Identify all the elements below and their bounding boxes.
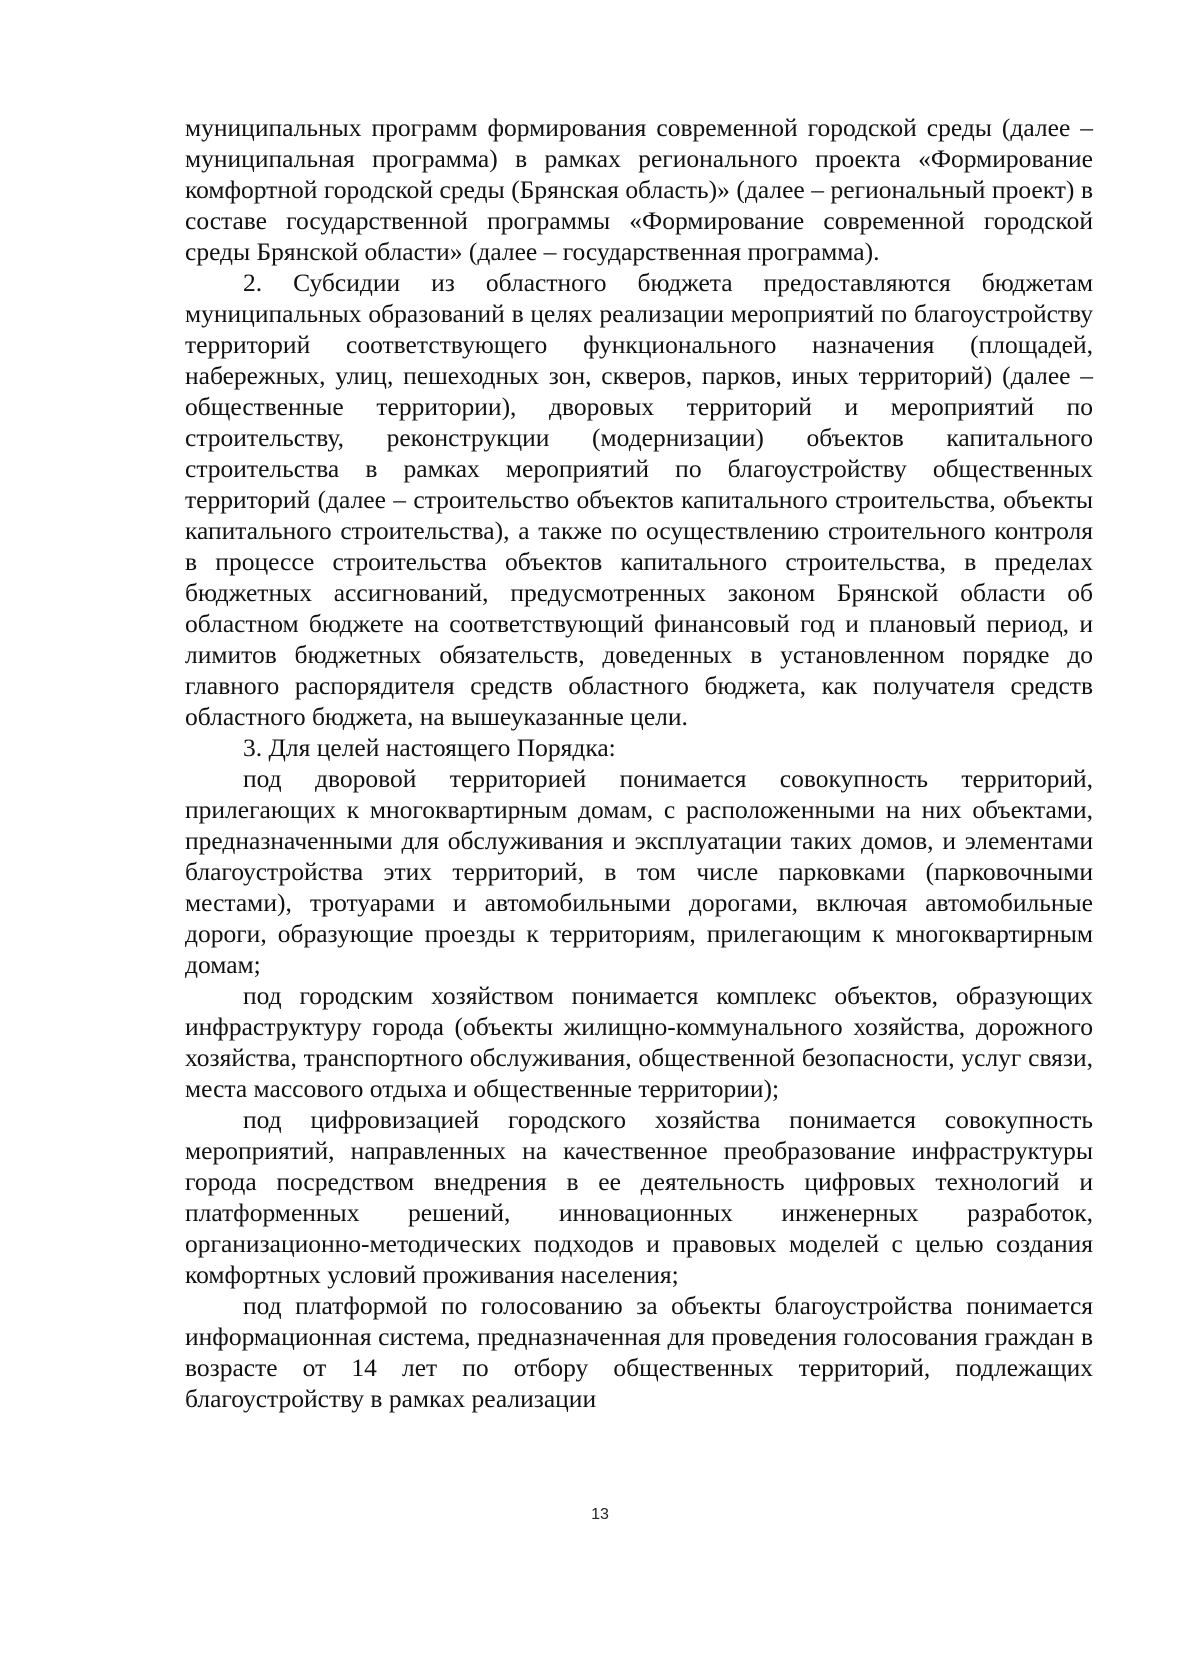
paragraph-3-definitions-heading: 3. Для целей настоящего Порядка: bbox=[243, 733, 616, 762]
paragraph-2-subsidies: 2. Субсидии из областного бюджета предоставляются бюджетам муниципальных образований в целях реализации мероприятий по благоустройству территорий соответствующего функционального назначения (площадей, набережных, улиц, пешеходных зон, скверов, парков, иных территорий) (далее – общественные территории), дворовых территорий и мероприятий по строительству, реконструкции (модернизации) объектов капитального строительства в рамках мероприятий по благоустройству общественных территорий (далее – строительство объектов капитального строительства, объекты капитального строительства), а также по осуществлению строительного контроля в процессе строительства объектов капитального строительства, в пределах бюджетных ассигнований, предусмотренных законом Брянской области об областном бюджете на соответствующий финансовый год и плановый период, и лимитов бюджетных обязательств, доведенных в установленном порядке до главного распорядителя средств областного бюджета, как получателя средств областного бюджета, на вышеуказанные цели. bbox=[185, 268, 1093, 731]
paragraph-voting-platform-definition: под платформой по голосованию за объекты благоустройства понимается информационная система, предназначенная для проведения голосования граждан в возрасте от 14 лет по отбору общественных территорий, подлежащих благоустройству в рамках реализации bbox=[185, 1291, 1093, 1413]
page-number: 13 bbox=[591, 1506, 609, 1523]
paragraph-digitalization-definition: под цифровизацией городского хозяйства понимается совокупность мероприятий, направленных на качественное преобразование инфраструктуры города посредством внедрения в ее деятельность цифровых технологий и платформенных решений, инновационных инженерных разработок, организационно-методических подходов и правовых моделей с целью создания комфортных условий проживания населения; bbox=[185, 1105, 1093, 1289]
document-body bbox=[185, 112, 1093, 1414]
paragraph-courtyard-definition: под дворовой территорией понимается совокупность территорий, прилегающих к многоквартирным домам, с расположенными на них объектами, предназначенными для обслуживания и эксплуатации таких домов, и элементами благоустройства этих территорий, в том числе парковками (парковочными местами), тротуарами и автомобильными дорогами, включая автомобильные дороги, образующие проезды к территориям, прилегающим к многоквартирным домам; bbox=[185, 764, 1093, 979]
paragraph-continuation: муниципальных программ формирования современной городской среды (далее – муниципальная программа) в рамках регионального проекта «Формирование комфортной городской среды (Брянская область)» (далее – региональный проект) в составе государственной программы «Формирование современной городской среды Брянской области» (далее – государственная программа). bbox=[185, 113, 1093, 266]
paragraph-city-economy-definition: под городским хозяйством понимается комплекс объектов, образующих инфраструктуру города (объекты жилищно-коммунального хозяйства, дорожного хозяйства, транспортного обслуживания, общественной безопасности, услуг связи, места массового отдыха и общественные территории); bbox=[185, 981, 1093, 1103]
